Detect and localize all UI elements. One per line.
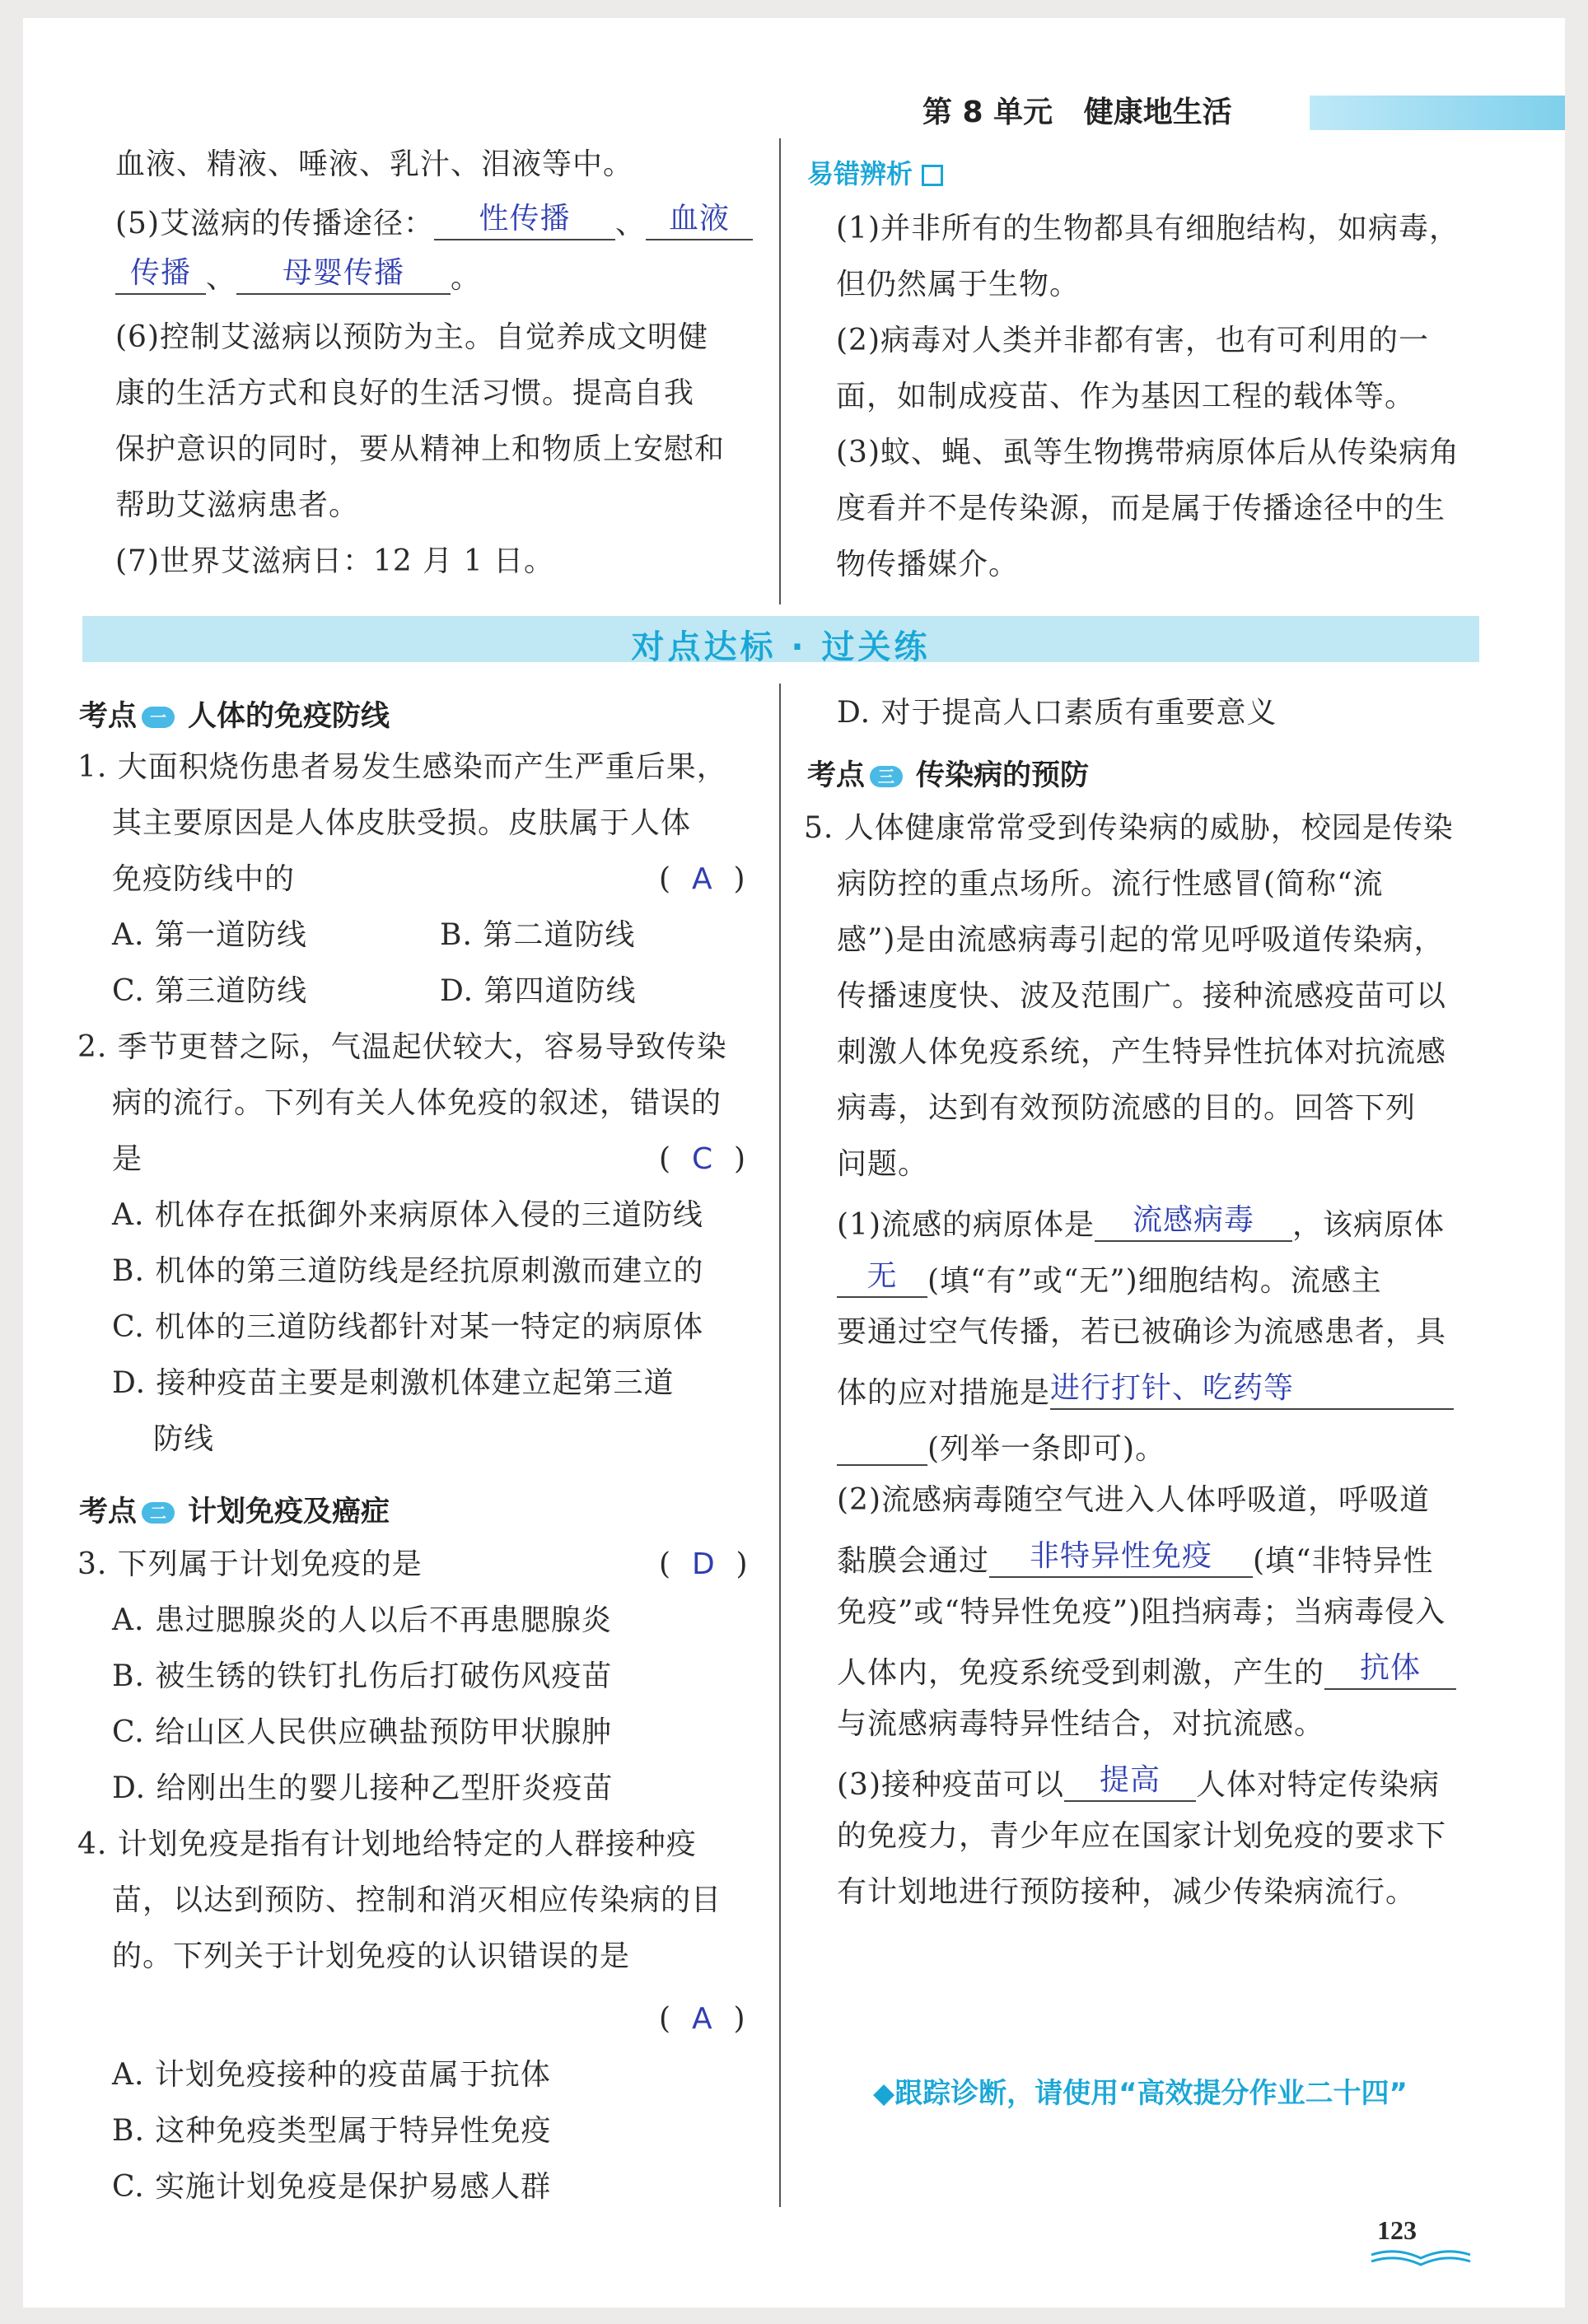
- square-icon: [922, 165, 943, 186]
- answer-text: 传播: [129, 256, 191, 290]
- answer-blank: [1064, 1764, 1196, 1802]
- q5-s1-l1: (1)流感的病原体是 流感病毒 ，该病原体: [837, 1203, 1446, 1242]
- q4-l2: 苗，以达到预防、控制和消灭相应传染病的目: [112, 1883, 722, 1917]
- q4-l3: 的。下列关于计划免疫的认识错误的是: [112, 1939, 631, 1973]
- lt-line1: 血液、精液、唾液、乳汁、泪液等中。: [115, 147, 634, 181]
- answer-text: 抗体: [1360, 1651, 1422, 1685]
- q1-optA: A. 第一道防线: [112, 918, 307, 952]
- q2-optC: C. 机体的三道防线都针对某一特定的病原体: [112, 1310, 704, 1344]
- q3-l1: 3. 下列属于计划免疫的是: [77, 1547, 423, 1581]
- q2-optD1: D. 接种疫苗主要是刺激机体建立起第三道: [112, 1366, 675, 1400]
- page-header: [922, 79, 1565, 133]
- answer-text: 进行打针、吃药等: [1050, 1371, 1295, 1405]
- unit-title: 健康地生活: [1083, 96, 1232, 129]
- book-icon: [1367, 2247, 1474, 2271]
- circle-number-icon: 三: [870, 766, 903, 787]
- rt-l3: (2)病毒对人类并非都有害，也有可利用的一: [836, 324, 1429, 357]
- q5-s2-l2: 黏膜会通过 非特异性免疫 (填“非特异性: [837, 1539, 1434, 1578]
- column-divider: [779, 138, 781, 604]
- rt-l2: 但仍然属于生物。: [836, 268, 1081, 301]
- column-divider: [779, 684, 781, 2207]
- answer-text: 非特异性免疫: [1030, 1539, 1213, 1573]
- q2-l3: 是: [112, 1142, 143, 1176]
- q4-l1: 4. 计划免疫是指有计划地给特定的人群接种疫: [77, 1827, 697, 1861]
- answer-blank: [989, 1540, 1253, 1578]
- q1-l1: 1. 大面积烧伤患者易发生感染而产生严重后果，: [77, 750, 727, 784]
- q5-s2-l4: 人体内，免疫系统受到刺激，产生的 抗体: [837, 1652, 1456, 1690]
- q2-optA: A. 机体存在抵御外来病原体入侵的三道防线: [112, 1198, 703, 1232]
- answer-text: 血液: [669, 202, 731, 236]
- answer-text: A: [691, 2002, 713, 2036]
- section-title: 对点达标 · 过关练: [631, 628, 931, 666]
- q4-optA: A. 计划免疫接种的疫苗属于抗体: [112, 2058, 551, 2092]
- q2-answer: ( C ): [659, 1142, 747, 1176]
- lt-p6-1: (6)控制艾滋病以预防为主。自觉养成文明健: [115, 320, 708, 354]
- kd2-title: 计划免疫及癌症: [188, 1496, 390, 1528]
- q5-s2-l3: 免疫”或“特异性免疫”)阻挡病毒；当病毒侵入: [837, 1595, 1446, 1629]
- lt-p5: (5)艾滋病的传播途径： 性传播 、 血液: [115, 203, 753, 240]
- q4-answer: ( A ): [659, 2002, 746, 2036]
- rt-l1: (1)并非所有的生物都具有细胞结构，如病毒，: [836, 212, 1460, 245]
- q5-s3-l3: 有计划地进行预防接种，减少传染病流行。: [837, 1875, 1417, 1909]
- q5-l3: 感”)是由流感病毒引起的常见呼吸道传染病，: [837, 923, 1445, 957]
- answer-text: 性传播: [479, 202, 571, 236]
- answer-blank: [837, 1428, 927, 1466]
- lt-p6-3: 保护意识的同时，要从精神上和物质上安慰和: [115, 432, 726, 466]
- q5-l2: 病防控的重点场所。流行性感冒(简称“流: [837, 867, 1384, 901]
- q3-optD: D. 给刚出生的婴儿接种乙型肝炎疫苗: [112, 1771, 614, 1805]
- q5-s1-l3: 要通过空气传播，若已被确诊为流感患者，具: [837, 1315, 1447, 1349]
- lt-p7: (7)世界艾滋病日：12 月 1 日。: [115, 544, 555, 578]
- answer-blank: [236, 257, 451, 295]
- q2-l1: 2. 季节更替之际，气温起伏较大，容易导致传染: [77, 1030, 727, 1064]
- q5-l5: 刺激人体免疫系统，产生特异性抗体对抗流感: [837, 1035, 1447, 1069]
- header-band: [1310, 96, 1565, 130]
- unit-label: 第 8 单元: [922, 96, 1053, 129]
- circle-number-icon: 二: [142, 1502, 175, 1524]
- rt-l7: 物传播媒介。: [836, 548, 1020, 581]
- error-analysis-title: 易错辨析: [807, 153, 943, 191]
- lt-p5-line2: 传播 、 母婴传播 。: [115, 257, 481, 295]
- section-bar: [82, 616, 1479, 666]
- answer-blank: [115, 257, 206, 295]
- p5-prefix: (5)艾滋病的传播途径：: [115, 207, 434, 240]
- q5-l7: 问题。: [837, 1147, 929, 1181]
- q4-optD: D. 对于提高人口素质有重要意义: [837, 696, 1277, 730]
- q5-s3-l2: 的免疫力，青少年应在国家计划免疫的要求下: [837, 1819, 1447, 1853]
- answer-blank: [1324, 1652, 1456, 1690]
- circle-number-icon: 一: [142, 707, 175, 728]
- q3-optA: A. 患过腮腺炎的人以后不再患腮腺炎: [112, 1603, 612, 1637]
- q3-answer: ( D ): [659, 1547, 749, 1581]
- q1-optC: C. 第三道防线: [112, 974, 308, 1008]
- q5-s1-l5: (列举一条即可)。: [837, 1428, 1165, 1466]
- q2-optD2: 防线: [153, 1422, 215, 1456]
- q4-optB: B. 这种免疫类型属于特异性免疫: [112, 2114, 552, 2148]
- lt-p6-4: 帮助艾滋病患者。: [115, 488, 360, 522]
- lt-p6-2: 康的生活方式和良好的生活习惯。提高自我: [115, 376, 695, 410]
- q5-s3-l1: (3)接种疫苗可以 提高 人体对特定传染病: [837, 1763, 1441, 1802]
- q1-answer: ( A ): [659, 862, 746, 896]
- answer-text: C: [691, 1142, 714, 1176]
- q5-l1: 5. 人体健康常常受到传染病的威胁，校园是传染: [804, 811, 1454, 845]
- answer-text: A: [691, 862, 713, 896]
- answer-blank: [1095, 1204, 1292, 1242]
- q5-l6: 病毒，达到有效预防流感的目的。回答下列: [837, 1091, 1417, 1125]
- answer-blank: [837, 1260, 927, 1298]
- q1-l3: 免疫防线中的: [112, 862, 296, 896]
- q5-s2-l1: (2)流感病毒随空气进入人体呼吸道，呼吸道: [837, 1483, 1430, 1517]
- answer-blank: [1050, 1372, 1454, 1410]
- kd2-heading: 考点 二 计划免疫及癌症: [79, 1496, 390, 1528]
- kd3-title: 传染病的预防: [916, 759, 1090, 792]
- page-number: 123: [1377, 2215, 1417, 2245]
- q2-l2: 病的流行。下列有关人体免疫的叙述，错误的: [112, 1086, 722, 1120]
- q1-optD: D. 第四道防线: [440, 974, 637, 1008]
- q5-s1-l4: 体的应对措施是进行打针、吃药等: [837, 1372, 1454, 1410]
- q5-s2-l5: 与流感病毒特异性结合，对抗流感。: [837, 1707, 1325, 1741]
- answer-text: 流感病毒: [1132, 1203, 1254, 1237]
- q5-s1-l2: 无 (填“有”或“无”)细胞结构。流感主: [837, 1260, 1382, 1298]
- q3-optB: B. 被生锈的铁钉扎伤后打破伤风疫苗: [112, 1659, 613, 1693]
- answer-blank: [434, 203, 615, 240]
- q1-optB: B. 第二道防线: [440, 918, 636, 952]
- rt-l6: 度看并不是传染源，而是属于传播途径中的生: [836, 492, 1446, 525]
- kd1-heading: 考点 一 人体的免疫防线: [79, 700, 390, 733]
- rt-l5: (3)蚊、蝇、虱等生物携带病原体后从传染病角: [836, 436, 1460, 469]
- header-title: [922, 89, 1232, 131]
- rt-l4: 面，如制成疫苗、作为基因工程的载体等。: [836, 380, 1416, 413]
- q2-optB: B. 机体的第三道防线是经抗原刺激而建立的: [112, 1254, 704, 1288]
- answer-text: 无: [866, 1259, 898, 1293]
- answer-blank: [646, 203, 753, 240]
- q1-l2: 其主要原因是人体皮肤受损。皮肤属于人体: [112, 806, 692, 840]
- q5-l4: 传播速度快、波及范围广。接种流感疫苗可以: [837, 979, 1447, 1013]
- answer-text: D: [691, 1547, 716, 1581]
- q4-optC: C. 实施计划免疫是保护易感人群: [112, 2170, 552, 2204]
- tracking-link[interactable]: ◆跟踪诊断，请使用“高效提分作业二十四”: [873, 2077, 1408, 2110]
- kd3-heading: 考点 三 传染病的预防: [807, 759, 1090, 792]
- answer-text: 提高: [1099, 1763, 1161, 1797]
- q3-optC: C. 给山区人民供应碘盐预防甲状腺肿: [112, 1715, 613, 1749]
- kd1-title: 人体的免疫防线: [188, 700, 390, 733]
- answer-text: 母婴传播: [283, 256, 405, 290]
